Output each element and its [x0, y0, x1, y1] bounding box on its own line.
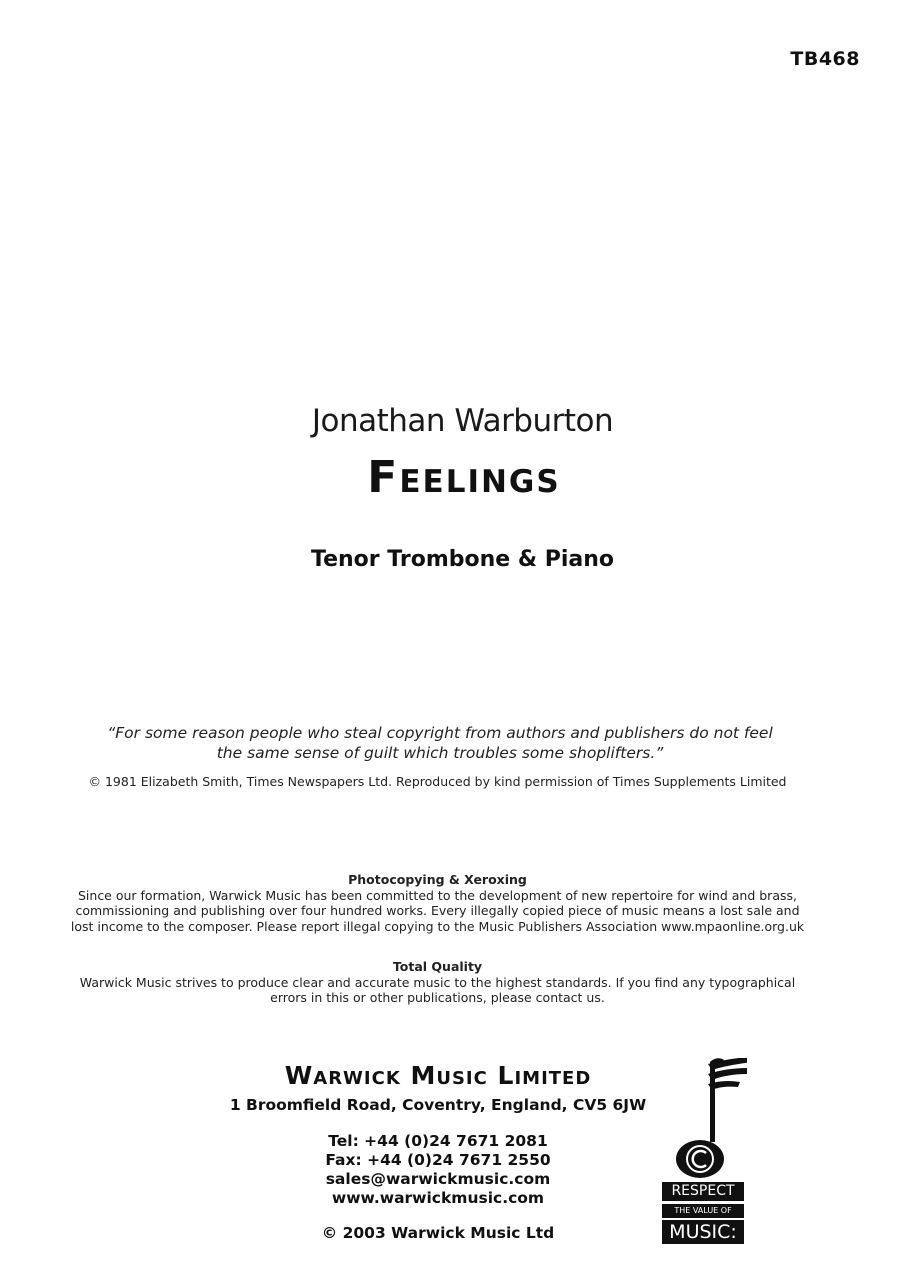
- respect-music-logo: [662, 1058, 747, 1246]
- publisher-copyright: © 2003 Warwick Music Ltd: [321, 1224, 555, 1242]
- quote-line-2: the same sense of guilt which troubles some shoplifters.”: [216, 744, 664, 762]
- photocopying-heading: Photocopying & Xeroxing: [348, 872, 527, 887]
- publisher-fax: Fax: +44 (0)24 7671 2550: [325, 1151, 551, 1169]
- photocopying-line-3: lost income to the composer. Please report illegal copying to the Music Publishers Association www.mpaonline.org.uk: [70, 918, 805, 934]
- photocopying-line-2: commissioning and publishing over four hundred works. Every illegally copied piece of music means a lost sale and: [75, 903, 800, 918]
- instrumentation: Tenor Trombone & Piano: [310, 547, 614, 572]
- total-quality-line-1: Warwick Music strives to produce clear and accurate music to the highest standards. If you find any typographical: [79, 974, 796, 990]
- logo-respect-label: RESPECT: [662, 1182, 744, 1201]
- publisher-web: www.warwickmusic.com: [331, 1189, 545, 1207]
- publisher-address: 1 Broomfield Road, Coventry, England, CV5 6JW: [229, 1096, 647, 1114]
- photocopying-notice: [60, 872, 815, 934]
- composer-name: Jonathan Warburton: [311, 403, 614, 439]
- quote-credit: © 1981 Elizabeth Smith, Times Newspapers Ltd. Reproduced by kind permission of Times Supplements Limited: [88, 774, 787, 789]
- photocopying-line-1: Since our formation, Warwick Music has been committed to the development of new repertoire for wind and brass,: [77, 887, 797, 903]
- logo-value-label: THE VALUE OF: [662, 1204, 744, 1218]
- piece-title: Feelings: [367, 452, 561, 503]
- total-quality-heading: Total Quality: [392, 959, 483, 974]
- copyright-quote: [0, 723, 880, 763]
- publisher-tel: Tel: +44 (0)24 7671 2081: [328, 1132, 548, 1150]
- catalog-number: TB468: [790, 48, 860, 70]
- publisher-email: sales@warwickmusic.com: [325, 1170, 551, 1188]
- total-quality-notice: [60, 959, 815, 1006]
- music-note-icon: [662, 1058, 747, 1182]
- total-quality-line-2: errors in this or other publications, please contact us.: [270, 990, 605, 1005]
- quote-line-1: “For some reason people who steal copyright from authors and publishers do not feel: [107, 724, 773, 742]
- logo-music-label: MUSIC:: [662, 1220, 744, 1244]
- publisher-contact: [200, 1132, 676, 1208]
- publisher-name: Warwick Music Limited: [284, 1061, 592, 1090]
